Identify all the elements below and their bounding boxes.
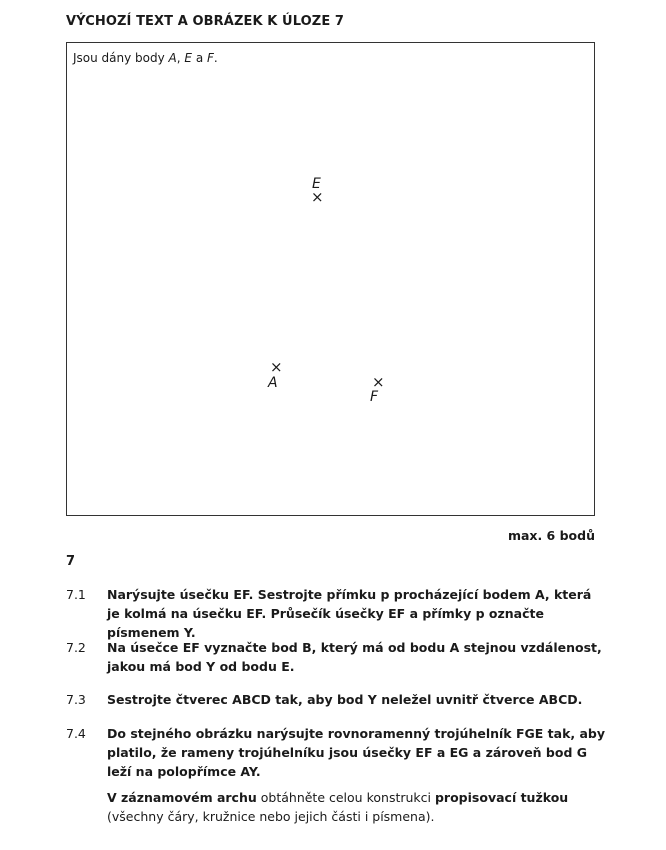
note-bold-pen: propisovací tužkou	[434, 790, 569, 805]
subtask-number: 7.1	[66, 587, 86, 602]
note-bold-archive: V záznamovém archu	[107, 790, 257, 805]
subtask-text: Do stejného obrázku narýsujte rovnoramenný trojúhelník FGE tak, aby platilo, že rameny trojúhelníku jsou úsečky EF a EG a zároveň bod G leží na polopřímce AY.	[107, 726, 606, 779]
point-f-label: F	[370, 389, 379, 405]
point-f-mark: ×	[372, 373, 385, 391]
subtask-text: Sestrojte čtverec ABCD tak, aby bod Y neležel uvnitř čtverce ABCD.	[107, 692, 583, 707]
figure-box	[66, 42, 595, 516]
intro-and: a	[192, 51, 207, 65]
intro-point-e: E	[184, 51, 192, 65]
max-points: max. 6 bodů	[507, 528, 595, 543]
figure-intro-text	[73, 51, 218, 65]
intro-point-a: A	[168, 51, 177, 65]
point-e-mark: ×	[311, 188, 324, 206]
subtask-number: 7.2	[66, 640, 86, 655]
intro-prefix: Jsou dány body	[73, 51, 169, 65]
note-text-1: obtáhněte celou konstrukci	[256, 790, 435, 805]
point-a-label: A	[268, 375, 278, 391]
task-number: 7	[66, 554, 76, 569]
subtask-7-2	[66, 638, 606, 676]
subtask-7-3	[66, 690, 606, 709]
intro-point-f: F	[206, 51, 214, 65]
note-text-2: (všechny čáry, kružnice nebo jejich části i písmena).	[107, 809, 435, 824]
point-a-mark: ×	[270, 358, 283, 376]
instruction-note	[107, 788, 607, 826]
subtask-text: Narýsujte úsečku EF. Sestrojte přímku p procházející bodem A, která je kolmá na úsečku EF. Průsečík úsečky EF a přímky p označte písmenem Y.	[107, 587, 592, 640]
subtask-7-4	[66, 724, 606, 781]
subtask-number: 7.3	[66, 692, 86, 707]
subtask-7-1	[66, 585, 606, 642]
subtask-text: Na úsečce EF vyznačte bod B, který má od bodu A stejnou vzdálenost, jakou má bod Y od bodu E.	[107, 640, 602, 674]
intro-end: .	[213, 51, 218, 65]
section-heading: VÝCHOZÍ TEXT A OBRÁZEK K ÚLOZE 7	[66, 14, 345, 29]
intro-separator: ,	[176, 51, 185, 65]
point-e-label: E	[312, 176, 321, 192]
subtask-number: 7.4	[66, 726, 86, 741]
